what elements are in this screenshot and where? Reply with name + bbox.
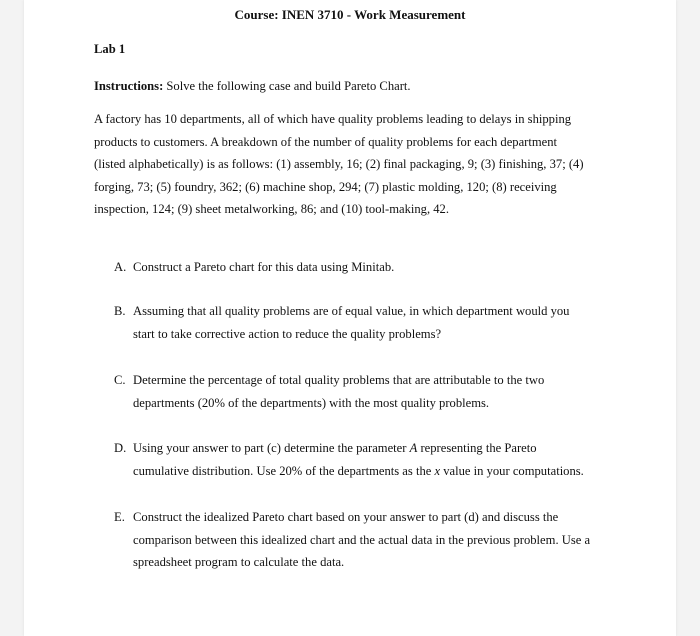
text-segment: Using your answer to part (c) determine the parameter [133,441,410,455]
question-text [133,300,569,345]
question-line: start to take corrective action to reduce the quality problems? [133,326,442,341]
question-line [133,460,584,483]
question-letter: E. [114,510,125,524]
document-page [24,0,676,636]
question-letter: A. [114,260,127,274]
paragraph-line: inspection, 124; (9) sheet metalworking, 86; and (10) tool-making, 42. [94,202,450,216]
variable-x: x [434,463,441,478]
text-segment: value in your computations. [440,463,584,478]
question-line [133,437,584,460]
text-segment: representing the Pareto [417,441,537,455]
question-letter: B. [114,304,126,318]
paragraph-line: forging, 73; (5) foundry, 362; (6) machine shop, 294; (7) plastic molding, 120; (8) receiving [94,179,557,194]
question-line: departments (20% of the departments) with the most quality problems. [133,395,490,410]
instructions [94,79,634,94]
paragraph-line: products to customers. A breakdown of the number of quality problems for each department [94,134,558,149]
question-line: Construct a Pareto chart for this data using Minitab. [133,260,395,274]
question-text [133,506,590,574]
variable-a: A [409,441,418,455]
question-text [133,437,584,482]
paragraph-line: (listed alphabetically) is as follows: (1) assembly, 16; (2) final packaging, 9; (3) finishing, 37; (4) [94,157,584,171]
question-text [133,256,394,279]
text-segment: cumulative distribution. Use 20% of the departments as the [133,463,435,478]
lab-title: Lab 1 [94,42,126,56]
question-line: comparison between this idealized chart and the actual data in the previous problem. Use a [133,532,591,547]
question-text [133,369,544,414]
instructions-label: Instructions: [94,79,164,93]
course-title: Course: INEN 3710 - Work Measurement [234,7,466,22]
question-line: spreadsheet program to calculate the data. [133,555,345,569]
question-line: Construct the idealized Pareto chart based on your answer to part (d) and discuss the [133,510,559,524]
question-letter: D. [114,441,127,455]
instructions-text: Solve the following case and build Pareto Chart. [163,79,411,93]
case-paragraph [94,108,634,221]
question-line: Determine the percentage of total quality problems that are attributable to the two [133,373,545,387]
question-letter: C. [114,373,126,387]
question-line: Assuming that all quality problems are of equal value, in which department would you [133,304,570,318]
paragraph-line: A factory has 10 departments, all of which have quality problems leading to delays in shipping [94,112,572,126]
